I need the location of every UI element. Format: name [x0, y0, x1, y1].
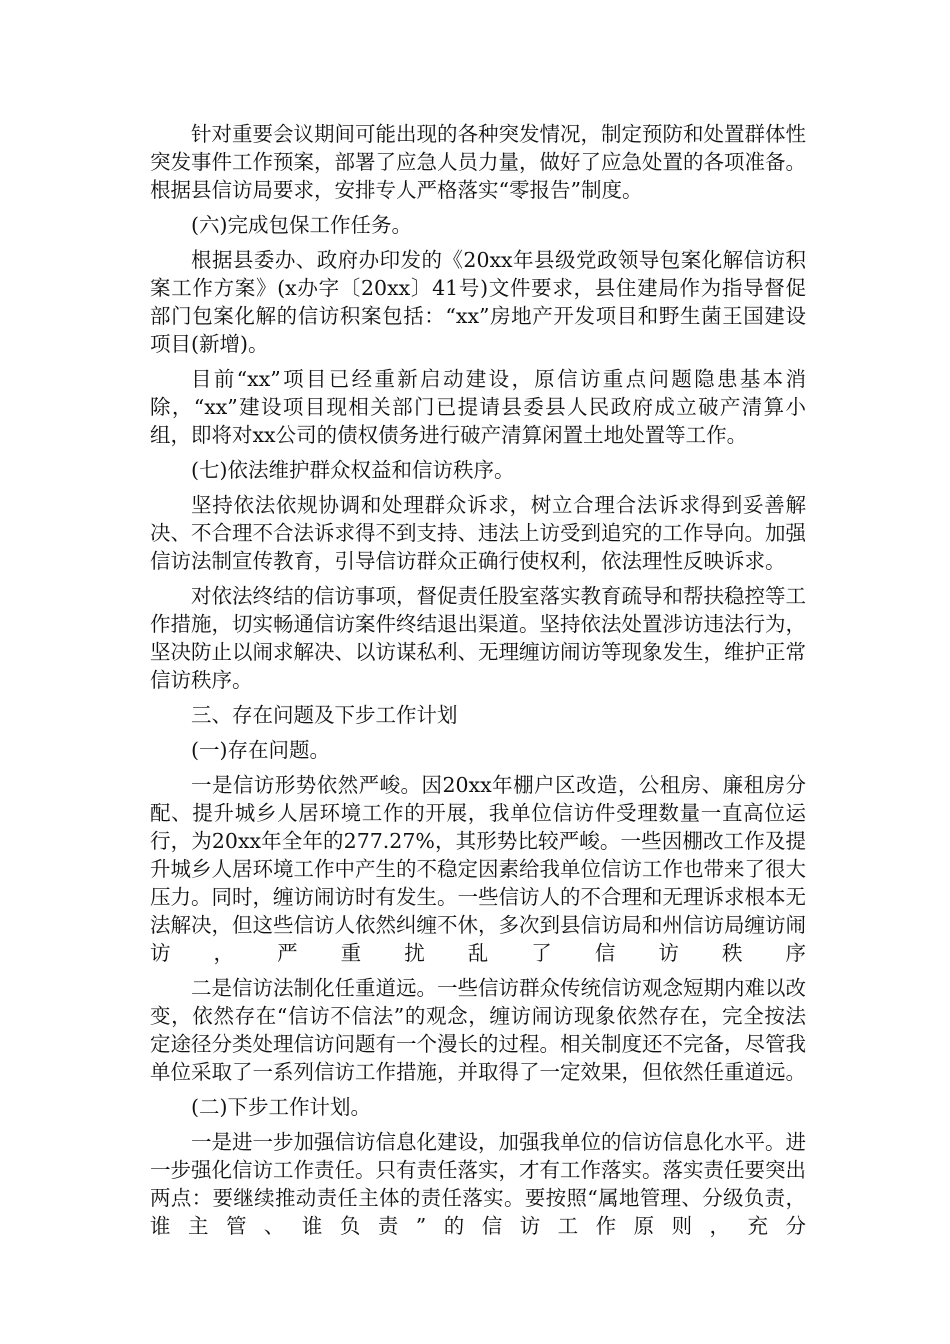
heading-problems: (一)存在问题。: [191, 738, 330, 762]
heading-section-three: 三、存在问题及下步工作计划: [191, 703, 458, 727]
paragraph-emergency-plan: 针对重要会议期间可能出现的各种突发情况，制定预防和处置群体性突发事件工作预案，部署了应急人员力量，做好了应急处置的各项准备。根据县信访局要求，安排专人严格落实“零报告”制度。: [150, 122, 806, 202]
paragraph-lawful-handling: 坚持依法依规协调和处理群众诉求，树立合理合法诉求得到妥善解决、不合理不合法诉求得不到支持、违法上访受到追究的工作导向。加强信访法制宣传教育，引导信访群众正确行使权利，依法理性反映诉求。: [150, 493, 806, 573]
paragraph-situation-severe: 一是信访形势依然严峻。因20xx年棚户区改造，公租房、廉租房分配、提升城乡人居环境工作的开展，我单位信访件受理数量一直高位运行，为20xx年全年的277.27%，其形势比较严峻。一些因棚改工作及提升城乡人居环境工作中产生的不稳定因素给我单位信访工作也带来了很大压力。同时，缠访闹访时有发生。一些信访人的不合理和无理诉求根本无法解决，但这些信访人依然纠缠不休，多次到县信访局和州信访局缠访闹访，严重扰乱了信访秩序: [150, 773, 806, 965]
paragraph-case-plan: 根据县委办、政府办印发的《20xx年县级党政领导包案化解信访积案工作方案》(x办字〔20xx〕41号)文件要求，县住建局作为指导督促部门包案化解的信访积案包括：“xx”房地产开发项目和野生菌王国建设项目(新增)。: [150, 248, 806, 356]
paragraph-current-status: 目前“xx”项目已经重新启动建设，原信访重点问题隐患基本消除，“xx”建设项目现相关部门已提请县委县人民政府成立破产清算小组，即将对xx公司的债权债务进行破产清算闲置土地处置等工作。: [150, 367, 806, 447]
paragraph-legalization: 二是信访法制化任重道远。一些信访群众传统信访观念短期内难以改变，依然存在“信访不信法”的观念，缠访闹访现象依然存在，完全按法定途径分类处理信访问题有一个漫长的过程。相关制度还不完备，尽管我单位采取了一系列信访工作措施，并取得了一定效果，但依然任重道远。: [150, 976, 806, 1084]
paragraph-terminated-cases: 对依法终结的信访事项，督促责任股室落实教育疏导和帮扶稳控等工作措施，切实畅通信访案件终结退出渠道。坚持依法处置涉访违法行为，坚决防止以闹求解决、以访谋私利、无理缠访闹访等现象发生，维护正常信访秩序。: [150, 584, 806, 692]
paragraph-informatization: 一是进一步加强信访信息化建设，加强我单位的信访信息化水平。进一步强化信访工作责任。只有责任落实，才有工作落实。落实责任要突出两点：要继续推动责任主体的责任落实。要按照“属地管理、分级负责，谁主管、谁负责”的信访工作原则，充分: [150, 1130, 806, 1238]
heading-next-plan: (二)下步工作计划。: [191, 1095, 371, 1119]
heading-seven: (七)依法维护群众权益和信访秩序。: [191, 458, 515, 482]
document-page: [150, 120, 806, 1247]
heading-six: (六)完成包保工作任务。: [191, 213, 412, 237]
